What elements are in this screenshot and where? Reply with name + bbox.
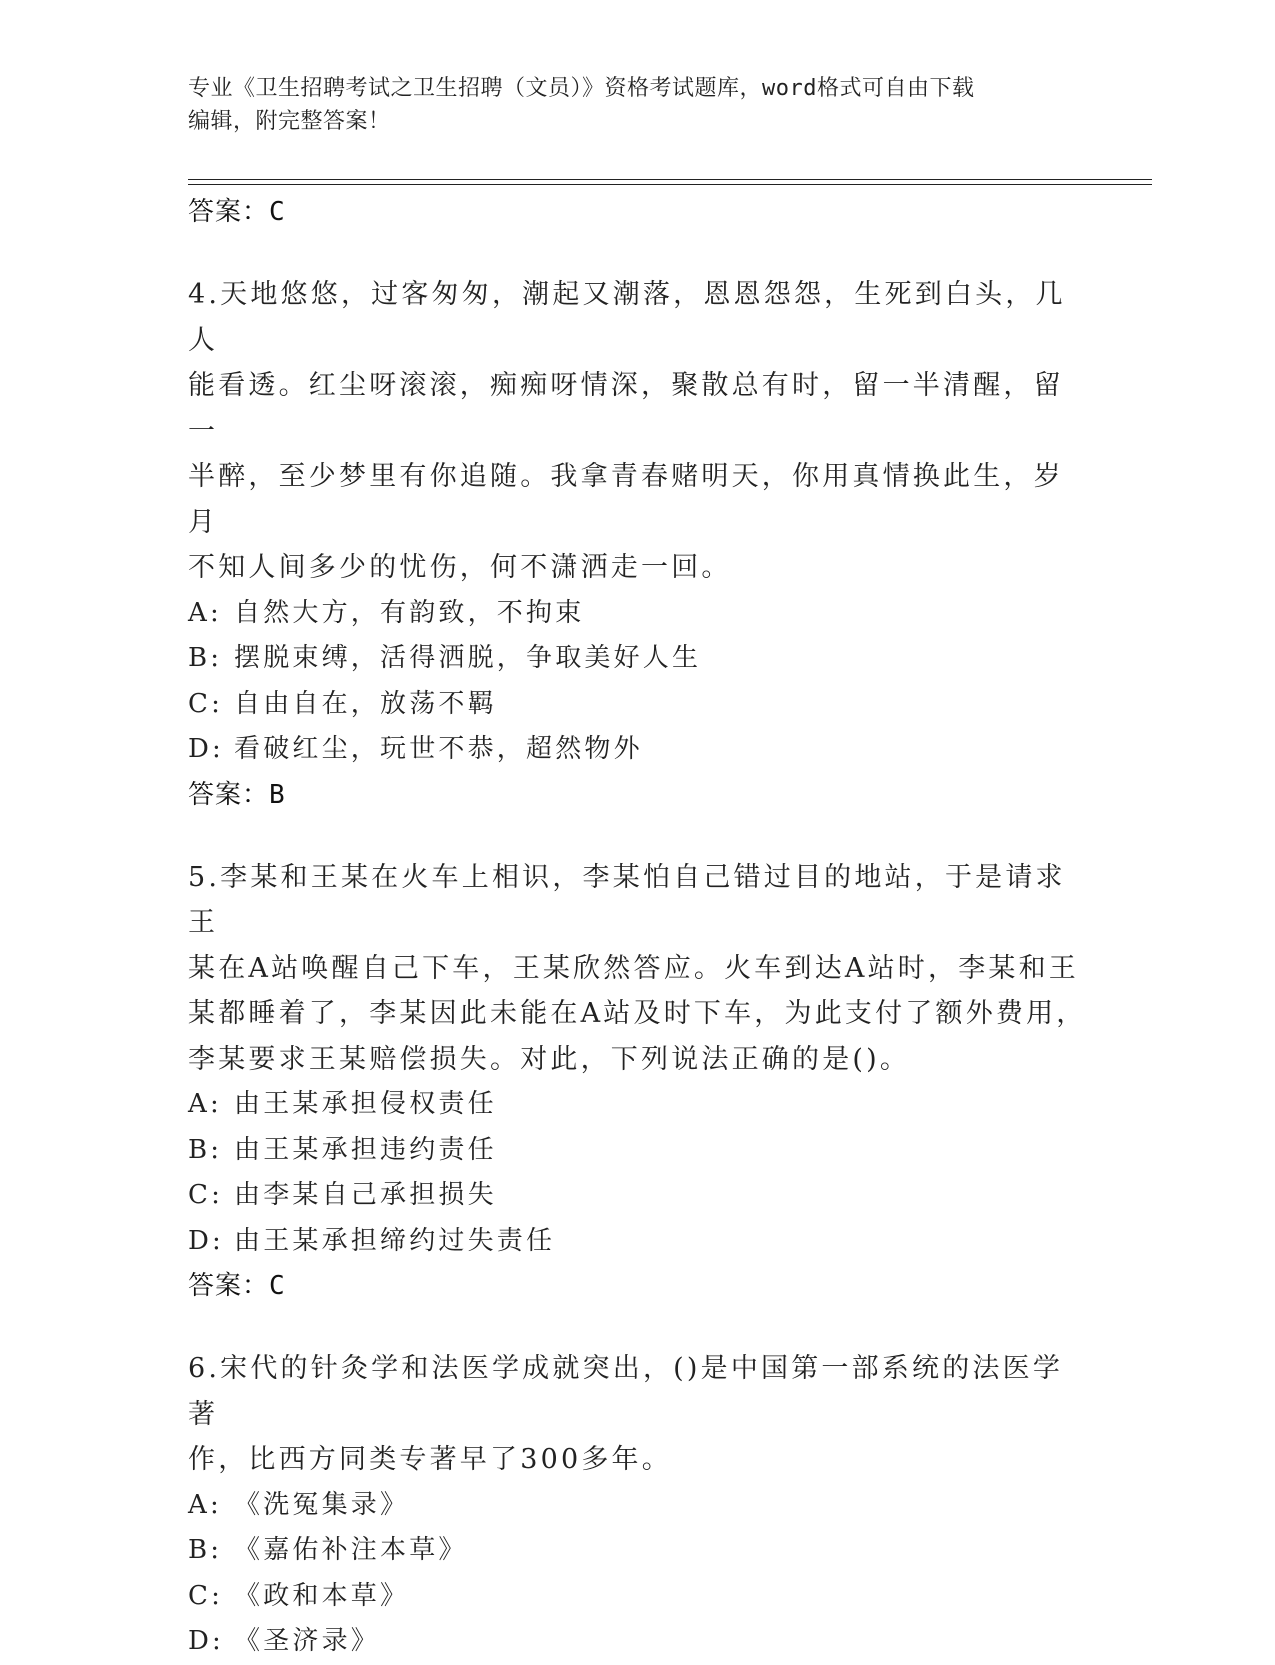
option-text: 摆脱束缚，活得洒脱，争取美好人生 [234,643,702,673]
option-key: A: [188,1089,222,1119]
question-stem [188,272,1088,591]
stem-line: 5.李某和王某在火车上相识，李某怕自己错过目的地站，于是请求王 [188,861,1066,938]
question-4 [188,272,1088,817]
document-header [188,72,1088,138]
option-b [188,1528,1088,1574]
option-key: C: [188,688,224,719]
option-a [188,1082,1088,1128]
option-text: 看破红尘，玩世不恭，超然物外 [234,734,643,764]
option-c [188,1173,1088,1219]
option-key: C: [188,1580,224,1611]
stem-line: 作，比西方同类专著早了300多年。 [188,1444,672,1475]
option-text: 《政和本草》 [234,1580,410,1611]
option-key: D: [188,1626,225,1656]
option-a [188,591,1088,637]
stem-line: 某都睡着了，李某因此未能在A站及时下车，为此支付了额外费用， [188,998,1087,1029]
answer-line: 答案：C [188,1271,286,1301]
stem-line: 能看透。红尘呀滚滚，痴痴呀情深，聚散总有时，留一半清醒，留一 [188,370,1064,447]
header-rule-top [188,179,1152,180]
option-c [188,682,1088,728]
option-key: A: [188,1489,222,1520]
stem-line: 李某要求王某赔偿损失。对此，下列说法正确的是()。 [188,1043,911,1075]
option-d [188,1619,1088,1665]
stem-line: 6.宋代的针灸学和法医学成就突出，()是中国第一部系统的法医学著 [188,1353,1064,1430]
option-b [188,636,1088,682]
option-b [188,1128,1088,1174]
header-rule-bottom [188,184,1152,185]
stem-line: 不知人间多少的忧伤，何不潇洒走一回。 [188,552,732,583]
option-key: C: [188,1180,224,1210]
option-key: D: [188,1225,225,1256]
option-a [188,1483,1088,1529]
option-key: D: [188,734,225,764]
option-key: B: [188,643,223,673]
option-key: B: [188,1535,223,1565]
stem-line: 某在A站唤醒自己下车，王某欣然答应。火车到达A站时，李某和王 [188,952,1079,984]
option-text: 由王某承担违约责任 [234,1134,497,1165]
question-list [188,190,1088,1665]
stem-line: 半醉，至少梦里有你追随。我拿青春赌明天，你用真情换此生，岁月 [188,461,1064,538]
option-key: A: [188,597,222,628]
option-d [188,1219,1088,1265]
option-text: 自由自在，放荡不羁 [234,688,497,719]
question-stem [188,855,1088,1083]
option-key: B: [188,1134,223,1165]
question-6 [188,1346,1088,1665]
option-c [188,1574,1088,1620]
header-line-2: 编辑，附完整答案！ [188,109,391,134]
option-text: 《洗冤集录》 [234,1489,410,1520]
option-text: 自然大方，有韵致，不拘束 [234,597,585,628]
option-text: 由王某承担缔约过失责任 [234,1225,556,1256]
answer-line: 答案：B [188,779,286,810]
question-stem [188,1346,1088,1483]
stem-line: 4.天地悠悠，过客匆匆，潮起又潮落，恩恩怨怨，生死到白头，几人 [188,279,1066,356]
option-d [188,727,1088,773]
option-text: 《圣济录》 [234,1626,381,1656]
option-text: 由李某自己承担损失 [234,1180,497,1210]
question-5 [188,855,1088,1309]
option-text: 由王某承担侵权责任 [234,1089,497,1119]
option-text: 《嘉佑补注本草》 [234,1535,468,1565]
header-line-1: 专业《卫生招聘考试之卫生招聘（文员）》资格考试题库，word格式可自由下载 [188,76,975,101]
answer-line: 答案：C [188,197,286,227]
